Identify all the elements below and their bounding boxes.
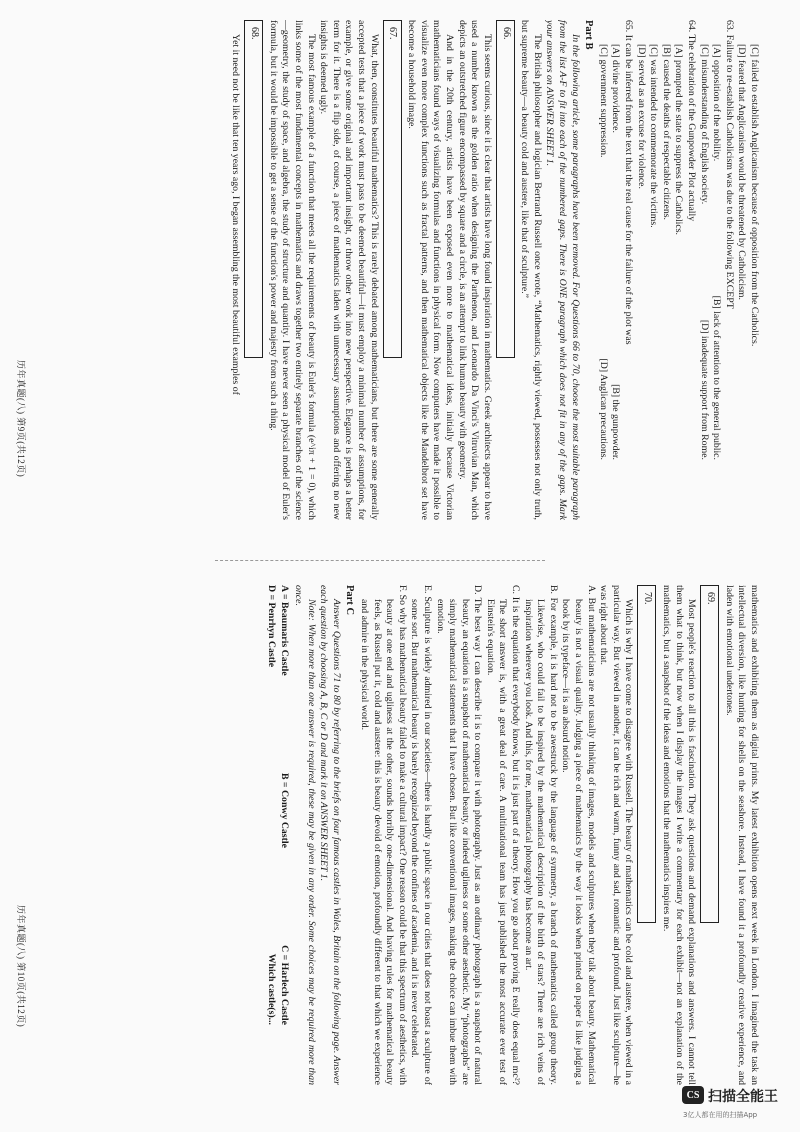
gap-69-label: 69. xyxy=(705,592,717,605)
gap-68-box xyxy=(244,20,263,358)
q63-stem: 63. Failure to re-establish Catholicism was due to the following EXCEPT xyxy=(723,20,735,309)
gap-66-box xyxy=(496,20,515,358)
castle-c: C = Harlech Castle xyxy=(279,945,291,1025)
gap-70-label: 70. xyxy=(642,592,654,605)
castle-list-row2 xyxy=(264,585,277,1085)
center-fold-line xyxy=(215,560,545,561)
scanner-logo-icon: CS xyxy=(682,1086,704,1104)
choice-c: C. It is the equation that everybody knows, but it is just part of a theory. How you go about proving E really does equal mc²? The short answer is, with a great deal of care. A multinational team has just published the most accurate ever test of Einstein's equation. xyxy=(484,585,522,1085)
q65-options-row2 xyxy=(596,44,609,520)
part-b-heading: Part B xyxy=(583,20,595,50)
choice-f: F. So why has mathematical beauty failed to make a cultural impact? One reason could be that this spectrum of aesthetics, with beauty at one end and ugliness at the other, sounds horribly one-dimensional. And having rules for mathematical beauty feels, as Russell put it, cold and austere: this is beauty devoid of emotion, profoundly different to that which we experience and admire in the physical world. xyxy=(358,585,408,1085)
scanner-watermark-subtitle: 3亿人都在用的扫描App xyxy=(683,1111,758,1119)
castle-b: B = Conwy Castle xyxy=(279,772,291,848)
castle-d: D = Penrhyn Castle xyxy=(265,585,277,668)
q65-stem: 65. It can be inferred from the text that the real cause for the failure of the plot was xyxy=(623,20,635,345)
page-9-column xyxy=(40,20,760,520)
choice-e: E. Sculpture is widely admired in our societies—there is hardly a public space in our cities that does not boast a sculpture of some sort. But mathematical beauty is barely recognized beyond the confines of academia, and it is never celebrated. xyxy=(409,585,433,1085)
gap-69-box xyxy=(700,585,719,923)
q63-option-d: [D] inadequate support from Rome. xyxy=(698,319,710,460)
part-c-directions: Answer Questions 71 to 80 by referring to the briefs on four famous castles in Wales, Britain on the following page. Answer each question by choosing A, B, C or D and mark it on ANSWER SHEET 1. xyxy=(318,585,342,1085)
article-intro: The British philosopher and logician Bertrand Russell once wrote, “Mathematics, rightly viewed, possesses not only truth, but supreme beauty—a beauty cold and austere, like that of sculpture.” xyxy=(519,20,543,520)
choice-b: B. For example, it is hard not to be awestruck by the language of symmetry, a branch of mathematics called group theory. Likewise, who could fail to be inspired by the mathematical description of the birth of stars? There are rich veins of inspiration wherever you look. And this, for me, mathematical photography has become an art. xyxy=(522,585,559,1085)
article-paragraph-4: The most famous example of a function that meets all the requirements of beauty is Euler's formula (e^iπ + 1 = 0), which links some of the most fundamental concepts in mathematics and draws together two entirely separate branches of the science—geometry, the study of space, and algebra, the study of structure and quantity. I have never seen a physical model of Euler's formula, but it would be impossible to get a sense of the function's power and majesty from such a thing. xyxy=(267,20,317,520)
choice-d: D. The best way I can describe it is to compare it with photography. Just as an ordinary photograph is a snapshot of natural beauty, an equation is a snapshot of mathematical beauty, or indeed ugliness or some other aesthetic. My “photographs” are simply mathematical statements that I have chosen. But like conventional images, making the choice can imbue them with emotion. xyxy=(434,585,484,1085)
gap-67-label: 67. xyxy=(387,27,399,40)
article-paragraph-3: What, then, constitutes beautiful mathematics? This is rarely debated among mathematicians, but there are some generally accepted tests that a piece of work must pass to be deemed beautiful—it must employ a minimal number of assumptions, for example, or give some original and important insight, or throw other work into new perspective. Elegance is perhaps a better term for it. There is a flip side, of course, a piece of mathematics laden with unnecessary assumptions and offering no new insights is deemed ugly. xyxy=(318,20,380,520)
castle-a: A = Beaumaris Castle xyxy=(279,585,291,676)
gap-70-box xyxy=(637,585,656,923)
article-paragraph-2: And in the 20th century, artists have been exposed even more to mathematical ideas, initially because Victorian mathematicians found ways of visualizing formulas and functions in physical form. Now computers have made it possible to visualize even more complex functions such as fractal patterns, and then mathematical objects like the Mandelbrot set have become a household image. xyxy=(406,20,455,520)
part-c-note: Note: When more than one answer is required, these may be given in any order. Some choices may be required more than once. xyxy=(293,585,317,1085)
q65-option-d: [D] Anglican precautions. xyxy=(597,358,609,460)
castle-list-row1 xyxy=(278,585,291,1085)
scanner-watermark-title: 扫描全能王 xyxy=(708,1089,778,1105)
q65-option-c: [C] government suppression. xyxy=(597,44,609,158)
q64-option-d: [D] served as an excuse for violence. xyxy=(635,44,647,189)
gap-68-label: 68. xyxy=(249,27,261,40)
q64-stem: 64. The celebration of the Gunpowder Plot actually xyxy=(686,20,698,222)
article-paragraph-5: Yet it need not be like that ten years ago, I began assembling the most beautiful examples of xyxy=(230,34,242,395)
article-paragraph-1: This seems curious, since it is clear that artists have long found inspiration in mathematics. Greek architects appear to have used a number known as the golden ratio when designing the Parthenon, and Leonardo Da Vinci's Vitruvian Man, which depicts an outstretched figure encompassed by square and a circle, is an attempt to link human beauty with geometry. xyxy=(456,20,493,520)
page-10-footer: 历年真题(八) 第10页(共12页) xyxy=(16,905,26,1028)
q62-option-c: [C] failed to establish Anglicanism because of opposition from the Catholics. xyxy=(749,44,760,347)
q63-option-c: [C] misunderstanding of English society. xyxy=(698,44,710,205)
gap-66-label: 66. xyxy=(500,27,512,40)
q64-option-a: [A] prompted the state to suppress the Catholics. xyxy=(673,44,685,236)
part-b-directions: In the following article, some paragraphs have been removed. For Questions 66 to 70, choose the most suitable paragraph from the list A-F to fit into each of the numbered gaps. There is ONE paragraph which does not fit in any of the gaps. Mark your answers on ANSWER SHEET 1. xyxy=(544,20,581,520)
part-c-heading: Part C xyxy=(344,585,356,616)
q63-option-b: [B] lack of attention to the general public. xyxy=(711,295,723,460)
q62-option-d: [D] feared that Anglicanism would be threatened by Catholicism. xyxy=(736,44,748,301)
choice-a: A. But mathematicians are not usually thinking of images, models and sculptures when they talk about beauty. Mathematical beauty is not a visual quality. Judging a piece of mathematics by the way it looks when printed on paper is like judging a book by its typeface—it is an absurd notion. xyxy=(560,585,597,1085)
article-paragraph-8: Which is why I have come to disagree with Russell. The beauty of mathematics can be cold and austere, when viewed in a particular way. But viewed in another, it can be rich and warm, funny and sad, romantic and profound. Just like sculpture—he was right about that. xyxy=(598,585,635,1085)
q63-options-row2 xyxy=(697,44,710,520)
article-paragraph-7: Most people's reaction to all this is fascination. They ask questions and demand explanations and answers. I cannot tell them what to think, but now when I display the images I write a commentary for each exhibit—not an explanation of the mathematics, but a snapshot of the ideas and emotions that the mathematics inspires me. xyxy=(661,585,698,1085)
q65-options-row1 xyxy=(609,44,622,520)
q63-option-a: [A] opposition of the nobility. xyxy=(711,44,723,162)
which-castle-prompt: Which castle(s)... xyxy=(265,953,277,1025)
page-10-column xyxy=(40,585,760,1085)
gap-67-box xyxy=(383,20,402,358)
article-paragraph-6: mathematics and exhibiting them as digital prints. My latest exhibition opens next week in London. I imagined the task an intellectual diversion, like hunting for shells on the seashore. Instead, I have found it a profoundly creative experience, and laden with emotional undertones. xyxy=(723,585,760,1085)
q65-option-b: [B] the gunpowder. xyxy=(610,384,622,460)
q64-option-c: [C] was intended to commemorate the victims. xyxy=(648,44,660,228)
q63-options-row1 xyxy=(710,44,723,520)
q65-option-a: [A] divine providence. xyxy=(610,44,622,133)
q64-option-b: [B] caused the deaths of respectable citizens. xyxy=(660,44,672,220)
page-9-footer: 历年真题(八) 第9页(共12页) xyxy=(16,360,26,478)
